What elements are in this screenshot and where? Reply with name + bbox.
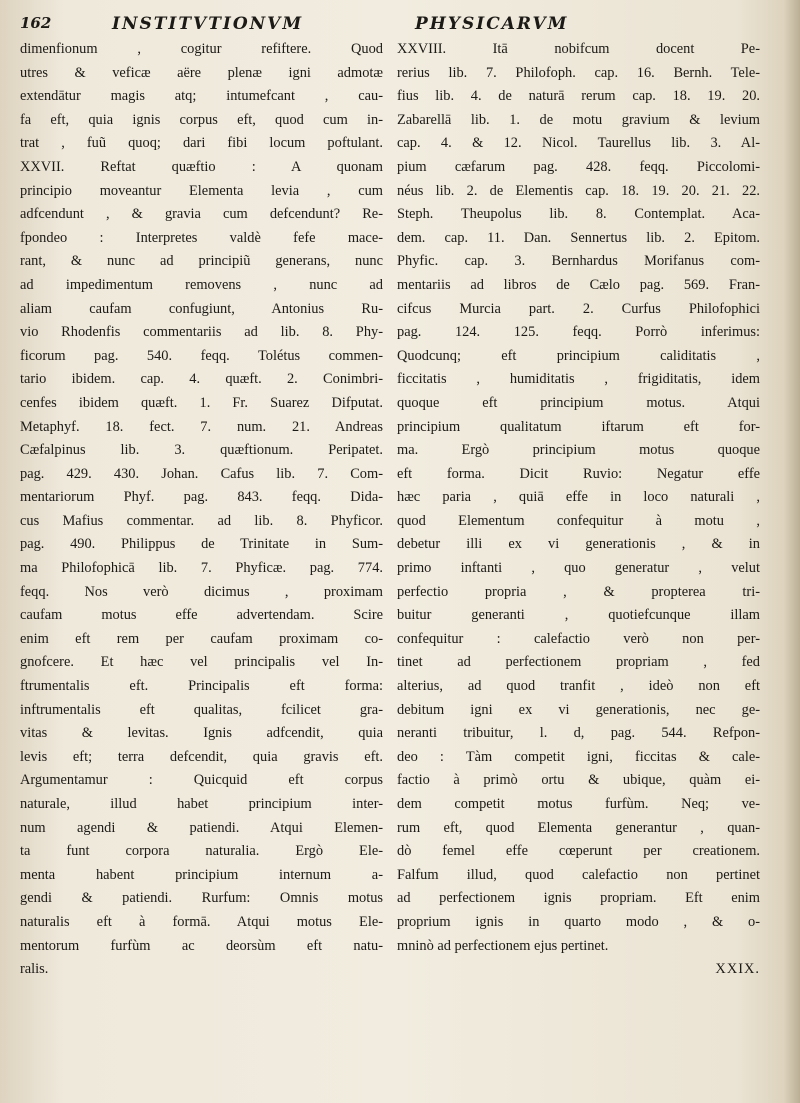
text-line: proprium ignis in quarto modo , & o- <box>397 913 760 930</box>
right-column-lines <box>397 38 760 958</box>
text-line: quod Elementum confequitur à motu , <box>397 512 760 529</box>
running-head-left: INSTITVTIONVM <box>112 14 304 34</box>
text-line: gendi & patiendi. Rurfum: Omnis motus <box>20 890 383 907</box>
text-line: Quodcunq; eft principium caliditatis , <box>397 347 760 364</box>
text-line: utres & veficæ aëre plenæ igni admotæ <box>20 64 383 81</box>
text-line: Argumentamur : Quicquid eft corpus <box>20 772 383 789</box>
text-line: naturalis eft à formā. Atqui motus Ele- <box>20 913 383 930</box>
text-line: vio Rhodenfis commentariis ad lib. 8. Phy- <box>20 324 383 341</box>
text-line: Falfum illud, quod calefactio non pertinet <box>397 866 760 883</box>
text-line: factio à primò ortu & ubique, quàm ei- <box>397 772 760 789</box>
text-line: fpondeo : Interpretes valdè fefe mace- <box>20 229 383 246</box>
text-line: XXVII. Reftat quæftio : A quonam <box>20 158 383 175</box>
text-line: mentorum furfùm ac deorsùm eft natu- <box>20 937 383 954</box>
page-number: 162 <box>20 14 52 32</box>
text-line: extendātur magis atq; intumefcant , cau- <box>20 88 383 105</box>
text-line: cap. 4. & 12. Nicol. Taurellus lib. 3. Al- <box>397 135 760 152</box>
text-line: alterius, ad quod tranfit , ideò non eft <box>397 678 760 695</box>
text-line: dem competit motus furfùm. Neq; ve- <box>397 796 760 812</box>
text-columns <box>20 38 774 982</box>
text-line: num agendi & patiendi. Atqui Elemen- <box>20 819 383 836</box>
text-line: fa eft, quia ignis corpus eft, quod cum in- <box>20 111 383 128</box>
text-line: rant, & nunc ad principiũ generans, nunc <box>20 253 383 270</box>
text-line: gnofcere. Et hæc vel principalis vel In- <box>20 654 383 671</box>
page-header <box>20 14 774 34</box>
text-line: XXVIII. Itā nobifcum docent Pe- <box>397 41 760 57</box>
text-line: ma. Ergò principium motus quoque <box>397 442 760 459</box>
text-line: pag. 124. 125. feqq. Porrò inferimus: <box>397 324 760 341</box>
text-line: ad perfectionem ignis propriam. Eft enim <box>397 890 760 907</box>
right-column <box>397 38 760 982</box>
text-line: pag. 490. Philippus de Trinitate in Sum- <box>20 536 383 553</box>
text-line: eft forma. Dicit Ruvio: Negatur effe <box>397 465 760 482</box>
text-line: pag. 429. 430. Johan. Cafus lib. 7. Com- <box>20 465 383 482</box>
text-line: ma Philofophicā lib. 7. Phyficæ. pag. 774. <box>20 560 383 577</box>
text-line: tinet ad perfectionem propriam , fed <box>397 654 760 671</box>
text-line: fius lib. 4. de naturā rerum cap. 18. 19. 20. <box>397 88 760 105</box>
text-line: neranti tribuitur, l. d, pag. 544. Refpon- <box>397 725 760 742</box>
text-line: confequitur : calefactio verò non per- <box>397 630 760 647</box>
text-line: ficorum pag. 540. feqq. Tolétus commen- <box>20 347 383 364</box>
text-line: inftrumentalis eft qualitas, fcilicet gra- <box>20 701 383 718</box>
text-line: adfcendunt , & gravia cum defcendunt? Re- <box>20 206 383 223</box>
text-line: dem. cap. 11. Dan. Sennertus lib. 2. Epitom. <box>397 229 760 246</box>
text-line: enim eft rem per caufam proximam co- <box>20 630 383 647</box>
text-line: dò femel effe cœperunt per creationem. <box>397 843 760 860</box>
text-line: quoque eft principium motus. Atqui <box>397 394 760 411</box>
text-line: debetur illi ex vi generationis , & in <box>397 536 760 553</box>
text-line: dimenfionum , cogitur refiftere. Quod <box>20 41 383 57</box>
left-column <box>20 38 383 982</box>
text-line: principium qualitatum iftarum eft for- <box>397 418 760 435</box>
catchword: XXIX. <box>715 961 760 978</box>
text-line: rum eft, quod Elementa generantur , quan- <box>397 819 760 836</box>
text-line: cifcus Murcia part. 2. Curfus Philofophici <box>397 300 760 317</box>
text-line: néus lib. 2. de Elementis cap. 18. 19. 20. 21. 22. <box>397 182 760 199</box>
text-line: Cæfalpinus lib. 3. quæftionum. Peripatet. <box>20 442 383 459</box>
text-line: ftrumentalis eft. Principalis eft forma: <box>20 678 383 695</box>
text-line: rerius lib. 7. Philofoph. cap. 16. Bernh. Tele- <box>397 64 760 81</box>
text-line: trat , fuũ quoq; dari fibi locum poftulant. <box>20 135 383 152</box>
text-line: cus Mafius commentar. ad lib. 8. Phyficor. <box>20 512 383 529</box>
text-line: perfectio propria , & propterea tri- <box>397 583 760 600</box>
text-line: mentariis ad libros de Cælo pag. 569. Fran- <box>397 276 760 293</box>
text-line: mninò ad perfectionem ejus pertinet. <box>397 937 609 954</box>
text-line: deo : Tàm competit igni, ficcitas & cale- <box>397 748 760 765</box>
text-line: ralis. <box>20 961 49 978</box>
text-line: aliam caufam confugiunt, Antonius Ru- <box>20 300 383 317</box>
text-line: tario ibidem. cap. 4. quæft. 2. Conimbri- <box>20 371 383 388</box>
text-line: levis eft; terra defcendit, quia gravis eft. <box>20 748 383 765</box>
text-line: pium cæfarum pag. 428. feqq. Piccolomi- <box>397 158 760 175</box>
text-line: mentariorum Phyf. pag. 843. feqq. Dida- <box>20 489 383 506</box>
text-line: cenfes ibidem quæft. 1. Fr. Suarez Difputat. <box>20 394 383 411</box>
text-line: ficcitatis , humiditatis , frigiditatis, idem <box>397 371 760 388</box>
text-line: vitas & levitas. Ignis adfcendit, quia <box>20 725 383 742</box>
text-line: naturale, illud habet principium inter- <box>20 796 383 812</box>
text-line: ad impedimentum removens , nunc ad <box>20 276 383 293</box>
text-line: feqq. Nos verò dicimus , proximam <box>20 583 383 600</box>
text-line: Metaphyf. 18. fect. 7. num. 21. Andreas <box>20 418 383 435</box>
text-line: debitum igni ex vi generationis, nec ge- <box>397 701 760 718</box>
text-line: caufam motus effe advertendam. Scire <box>20 607 383 624</box>
text-line: Phyfic. cap. 3. Bernhardus Morifanus com- <box>397 253 760 270</box>
text-line: Steph. Theupolus lib. 8. Contemplat. Aca- <box>397 206 760 223</box>
text-line: ta funt corpora naturalia. Ergò Ele- <box>20 843 383 860</box>
text-line: buitur generanti , quotiefcunque illam <box>397 607 760 624</box>
running-head-right: PHYSICARVM <box>415 14 569 34</box>
text-line: Zabarellā lib. 1. de motu gravium & levium <box>397 111 760 128</box>
text-line: menta habent principium internum a- <box>20 866 383 883</box>
text-line: primo inftanti , quo generatur , velut <box>397 560 760 577</box>
text-line: principio moveantur Elementa levia , cum <box>20 182 383 199</box>
text-line: hæc paria , quiā effe in loco naturali , <box>397 489 760 506</box>
